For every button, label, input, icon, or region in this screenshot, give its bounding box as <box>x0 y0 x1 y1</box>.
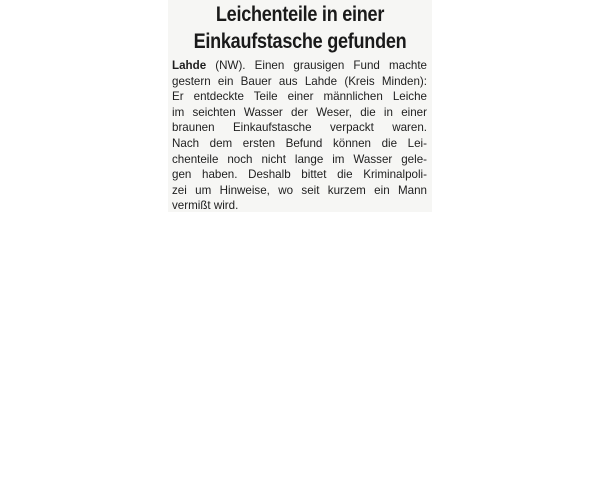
newspaper-clipping <box>168 0 432 212</box>
article-line <box>172 58 427 74</box>
article-line: zei um Hinweise, wo seit kurzem ein Mann <box>172 183 427 197</box>
dateline: Lahde <box>172 59 207 72</box>
headline <box>168 0 432 55</box>
article-line: Er entdeckte Teile einer männlichen Leiche <box>172 90 427 104</box>
article-line: chenteile noch nicht lange im Wasser gele- <box>172 152 427 166</box>
article-line: braunen Einkaufstasche verpackt waren. <box>172 121 427 135</box>
headline-line: Einkaufstasche gefunden <box>193 30 407 53</box>
article-line: Nach dem ersten Befund können die Lei- <box>172 136 427 150</box>
article-line-text: (NW). Einen grausigen Fund machte <box>206 59 427 72</box>
article-body <box>172 58 427 214</box>
headline-line: Leichenteile in einer <box>215 3 385 26</box>
article-line: gestern ein Bauer aus Lahde (Kreis Minden): <box>172 74 427 88</box>
article-line: gen haben. Deshalb bittet die Kriminalpoli- <box>172 168 427 182</box>
article-line: vermißt wird. <box>172 199 239 213</box>
article-line: im seichten Wasser der Weser, die in einer <box>172 105 427 119</box>
